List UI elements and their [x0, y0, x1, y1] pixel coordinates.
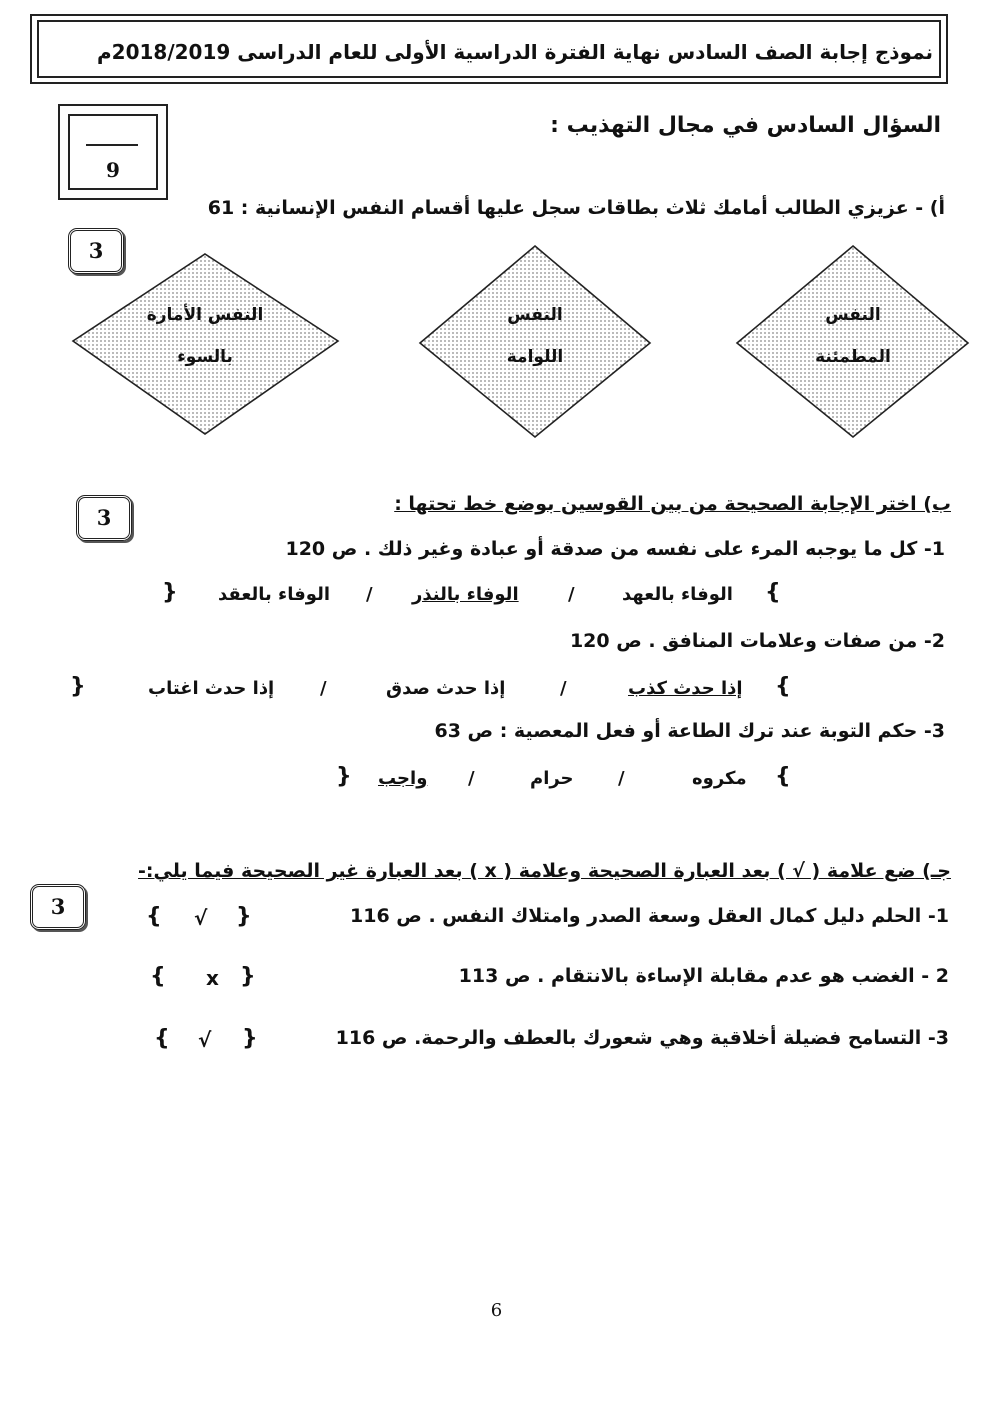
- close-brace: }: [336, 764, 352, 789]
- question-title: السؤال السادس في مجال التهذيب :: [550, 113, 941, 138]
- option-b2-1-answer: إذا حدث كذب: [628, 678, 743, 699]
- part-b-question-2: 2- من صفات وعلامات المنافق . ص 120: [569, 630, 945, 652]
- option-separator: /: [560, 678, 567, 699]
- check-mark-3: √: [198, 1028, 212, 1052]
- diamond-card-2-line2: اللوامة: [506, 347, 564, 367]
- option-separator: /: [366, 584, 373, 605]
- option-separator: /: [618, 768, 625, 789]
- part-b-instruction: [394, 493, 951, 515]
- option-b3-1: مكروه: [692, 768, 747, 789]
- part-b-score-box: 3: [76, 495, 132, 541]
- close-brace: }: [162, 580, 178, 605]
- close-brace: }: [70, 674, 86, 699]
- part-c-score-box: 3: [30, 884, 86, 930]
- option-separator: /: [568, 584, 575, 605]
- diamond-card-3-text: [125, 294, 285, 378]
- option-b1-1: الوفاء بالعهد: [622, 584, 733, 605]
- option-b2-3: إذا حدث اغتاب: [148, 678, 275, 699]
- close-brace: }: [242, 1026, 258, 1051]
- option-b1-3: الوفاء بالعقد: [218, 584, 331, 605]
- close-brace: }: [240, 964, 256, 989]
- diamond-card-2-text: [455, 294, 615, 378]
- part-b-question-3: 3- حكم التوبة عند ترك الطاعة أو فعل المعصية : ص 63: [434, 720, 945, 742]
- part-b-instruction-text: ب) اختر الإجابة الصحيحة من بين القوسين بوضع خط تحتها :: [394, 493, 951, 515]
- open-brace: {: [146, 904, 162, 929]
- part-c-instruction: [138, 860, 951, 882]
- x-mark-2: x: [206, 966, 219, 990]
- option-b3-3-answer: واجب: [378, 768, 428, 789]
- part-a-instruction: أ) - عزيزي الطالب أمامك ثلاث بطاقات سجل عليها أقسام النفس الإنسانية : 61: [207, 197, 945, 219]
- option-b2-2: إذا حدث صدق: [386, 678, 506, 699]
- part-c-statement-1: 1- الحلم دليل كمال العقل وسعة الصدر وامتلاك النفس . ص 116: [350, 905, 949, 927]
- diamond-card-2-line1: النفس: [507, 305, 563, 325]
- option-b1-2-answer: الوفاء بالنذر: [412, 584, 519, 605]
- total-grade-fraction-line: [86, 144, 138, 146]
- option-separator: /: [468, 768, 475, 789]
- total-grade-value: 9: [106, 158, 120, 182]
- option-b3-2: حرام: [530, 768, 574, 789]
- part-c-statement-2: 2 - الغضب هو عدم مقابلة الإساءة بالانتقام . ص 113: [458, 965, 949, 987]
- page-title: نموذج إجابة الصف السادس نهاية الفترة الدراسية الأولى للعام الدراسى 2018/2019م: [97, 40, 933, 64]
- open-brace: {: [150, 964, 166, 989]
- diamond-card-3-line2: بالسوء: [177, 347, 233, 367]
- open-brace: {: [765, 580, 781, 605]
- part-b-question-1: 1- كل ما يوجبه المرء على نفسه من صدقة أو عبادة وغير ذلك . ص 120: [285, 538, 945, 560]
- part-c-instruction-text: جـ) ضع علامة ( √ ) بعد العبارة الصحيحة وعلامة ( x ) بعد العبارة غير الصحيحة فيما يلي:-: [138, 860, 951, 882]
- part-a-score-box: 3: [68, 228, 124, 274]
- diamond-card-1-text: [773, 294, 933, 378]
- option-separator: /: [320, 678, 327, 699]
- close-brace: }: [236, 904, 252, 929]
- open-brace: {: [775, 674, 791, 699]
- diamond-card-3-line1: النفس الأمارة: [146, 305, 264, 325]
- diamond-card-1-line1: النفس: [825, 305, 881, 325]
- part-c-statement-3: 3- التسامح فضيلة أخلاقية وهي شعورك بالعطف والرحمة. ص 116: [335, 1027, 949, 1049]
- open-brace: {: [775, 764, 791, 789]
- page-number: 6: [490, 1300, 503, 1321]
- open-brace: {: [154, 1026, 170, 1051]
- check-mark-1: √: [194, 906, 208, 930]
- diamond-card-1-line2: المطمئنة: [815, 347, 891, 367]
